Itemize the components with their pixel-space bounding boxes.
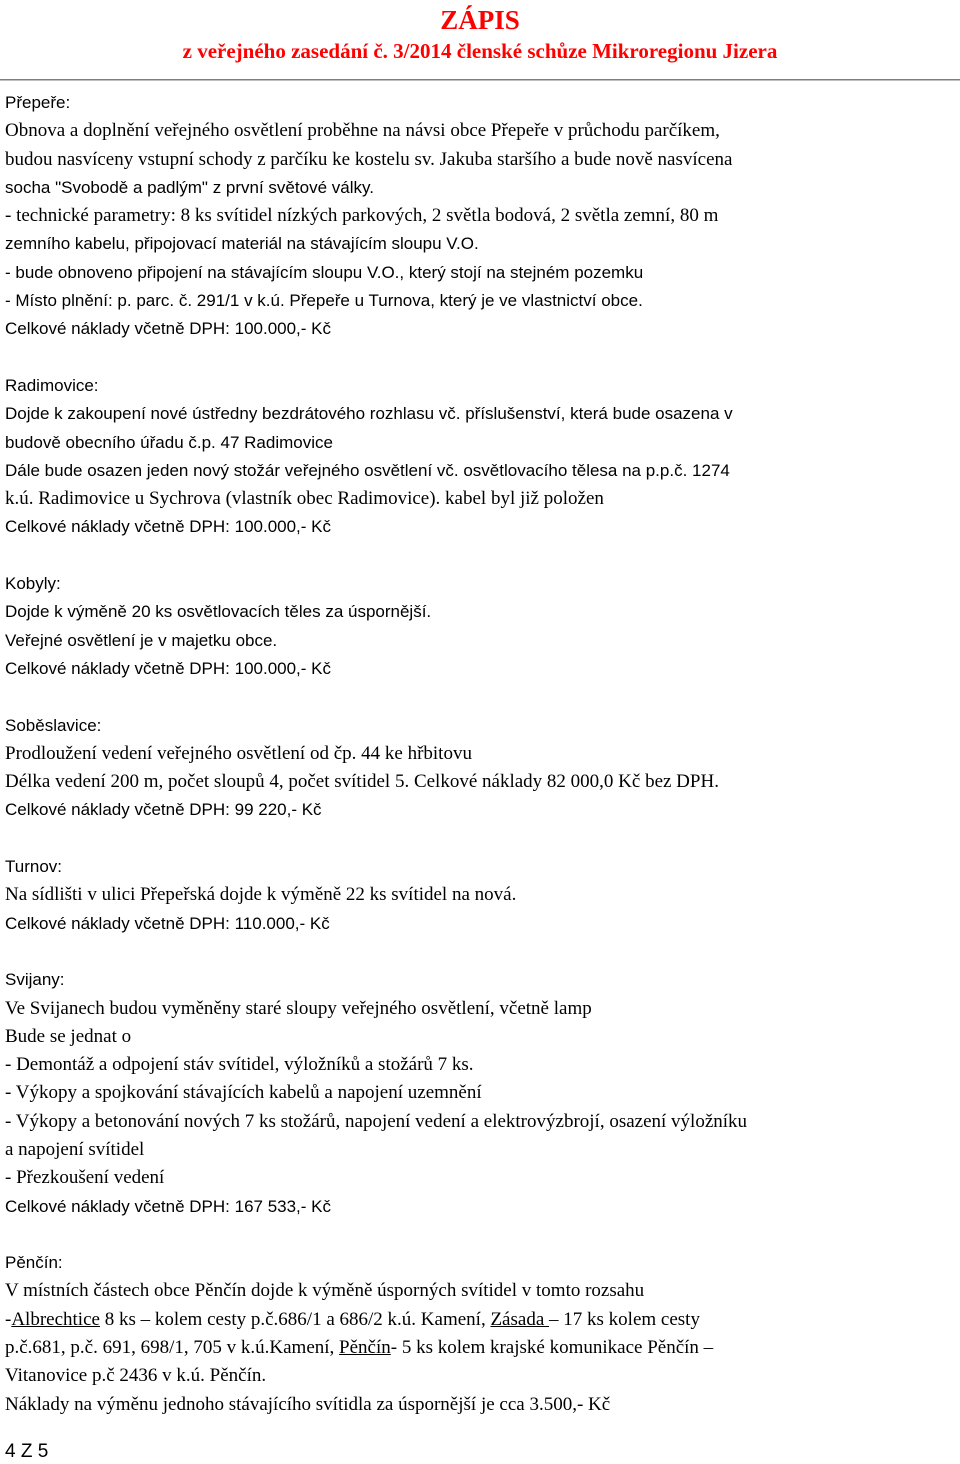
- cost-line: Celkové náklady včetně DPH: 110.000,- Kč: [5, 913, 330, 933]
- text-line: k.ú. Radimovice u Sychrova (vlastník obec Radimovice). kabel byl již položen: [5, 488, 604, 510]
- cost-line: Celkové náklady včetně DPH: 167 533,- Kč: [5, 1196, 332, 1216]
- text-line: Veřejné osvětlení je v majetku obce.: [5, 630, 278, 650]
- document-subtitle: z veřejného zasedání č. 3/2014 členské schůze Mikroregionu Jizera: [182, 39, 778, 63]
- cost-line: Celkové náklady včetně DPH: 100.000,- Kč: [5, 517, 332, 537]
- text-line: - Přezkoušení vedení: [5, 1167, 165, 1189]
- section-sobeslavice: [5, 712, 958, 825]
- text-line: Dojde k výměně 20 ks osvětlovacích těles za úspornější.: [5, 602, 432, 622]
- text-line: Obnova a doplnění veřejného osvětlení proběhne na návsi obce Přepeře v průchodu parčíkem,: [5, 120, 720, 142]
- text-fragment: -: [5, 1308, 12, 1330]
- section-heading: Soběslavice:: [5, 715, 102, 735]
- section-radimovice: [5, 372, 958, 542]
- section-heading: Svijany:: [5, 970, 65, 990]
- text-line: socha "Svobodě a padlým" z první světové války.: [5, 177, 374, 197]
- place-name-pencin: Pěnčín: [339, 1337, 391, 1359]
- section-kobyly: [5, 570, 958, 683]
- text-line: - Výkopy a betonování nových 7 ks stožárů, napojení vedení a elektrovýzbrojí, osazení výložníku: [5, 1110, 748, 1132]
- text-line: Vitanovice p.č 2436 v k.ú. Pěnčín.: [5, 1365, 267, 1387]
- text-line: - Výkopy a spojkování stávajících kabelů a napojení uzemnění: [5, 1082, 482, 1104]
- text-line: Na sídlišti v ulici Přepeřská dojde k výměně 22 ks svítidel na nová.: [5, 884, 517, 906]
- text-line: zemního kabelu, připojovací materiál na stávajícím sloupu V.O.: [5, 234, 479, 254]
- text-line: Dojde k zakoupení nové ústředny bezdrátového rozhlasu vč. příslušenství, která bude osazena v: [5, 404, 733, 424]
- text-line: - bude obnoveno připojení na stávajícím sloupu V.O., který stojí na stejném pozemku: [5, 262, 644, 282]
- text-line: Ve Svijanech budou vyměněny staré sloupy veřejného osvětlení, včetně lamp: [5, 997, 592, 1019]
- text-fragment: - 5 ks kolem krajské komunikace Pěnčín –: [390, 1337, 714, 1359]
- section-turnov: [5, 853, 958, 938]
- section-prepere: [5, 89, 958, 344]
- cost-line: Celkové náklady včetně DPH: 100.000,- Kč: [5, 319, 332, 339]
- cost-line: Celkové náklady včetně DPH: 99 220,- Kč: [5, 800, 322, 820]
- text-line: Prodloužení vedení veřejného osvětlení od čp. 44 ke hřbitovu: [5, 742, 472, 764]
- section-heading: Přepeře:: [5, 93, 71, 112]
- text-fragment: – 17 ks kolem cesty: [549, 1308, 700, 1330]
- text-line: V místních částech obce Pěnčín dojde k výměně úsporných svítidel v tomto rozsahu: [5, 1280, 645, 1302]
- text-line: - Demontáž a odpojení stáv svítidel, výložníků a stožárů 7 ks.: [5, 1054, 474, 1076]
- text-line: Délka vedení 200 m, počet sloupů 4, počet svítidel 5. Celkové náklady 82 000,0 Kč bez DPH.: [5, 771, 719, 793]
- section-heading: Turnov:: [5, 857, 63, 877]
- text-line: budou nasvíceny vstupní schody z parčíku ke kostelu sv. Jakuba staršího a bude nově nasvícena: [5, 148, 733, 170]
- text-fragment: 8 ks – kolem cesty p.č.686/1 a 686/2 k.ú. Kamení,: [99, 1308, 491, 1330]
- header-divider: [0, 79, 960, 81]
- document-title: ZÁPIS: [440, 5, 520, 35]
- cost-line: Náklady na výměnu jednoho stávajícího svítidla za úspornější je cca 3.500,- Kč: [5, 1393, 611, 1415]
- page-number: 4 Z 5: [5, 1441, 49, 1462]
- section-pencin: [5, 1249, 958, 1419]
- text-line: Dále bude osazen jeden nový stožár veřejného osvětlení vč. osvětlovacího tělesa na p.p.č. 1274: [5, 460, 730, 480]
- cost-line: Celkové náklady včetně DPH: 100.000,- Kč: [5, 658, 332, 678]
- section-svijany: [5, 966, 958, 1221]
- text-line: budově obecního úřadu č.p. 47 Radimovice: [5, 432, 333, 452]
- section-heading: Pěnčín:: [5, 1253, 63, 1273]
- text-line: [5, 1306, 958, 1334]
- place-name-zasada: Zásada: [490, 1308, 550, 1330]
- section-heading: Radimovice:: [5, 375, 99, 395]
- text-line: Bude se jednat o: [5, 1025, 132, 1047]
- text-line: - Místo plnění: p. parc. č. 291/1 v k.ú. Přepeře u Turnova, který je ve vlastnictví obce.: [5, 291, 643, 311]
- section-heading: Kobyly:: [5, 574, 61, 594]
- text-fragment: p.č.681, p.č. 691, 698/1, 705 v k.ú.Kamení,: [5, 1337, 340, 1359]
- place-name-albrechtice: Albrechtice: [11, 1308, 100, 1330]
- document-body: [5, 89, 958, 1447]
- text-line: - technické parametry: 8 ks svítidel nízkých parkových, 2 světla bodová, 2 světla zemní, 80 m: [5, 205, 719, 227]
- text-line: [5, 1334, 958, 1362]
- text-line: a napojení svítidel: [5, 1138, 145, 1160]
